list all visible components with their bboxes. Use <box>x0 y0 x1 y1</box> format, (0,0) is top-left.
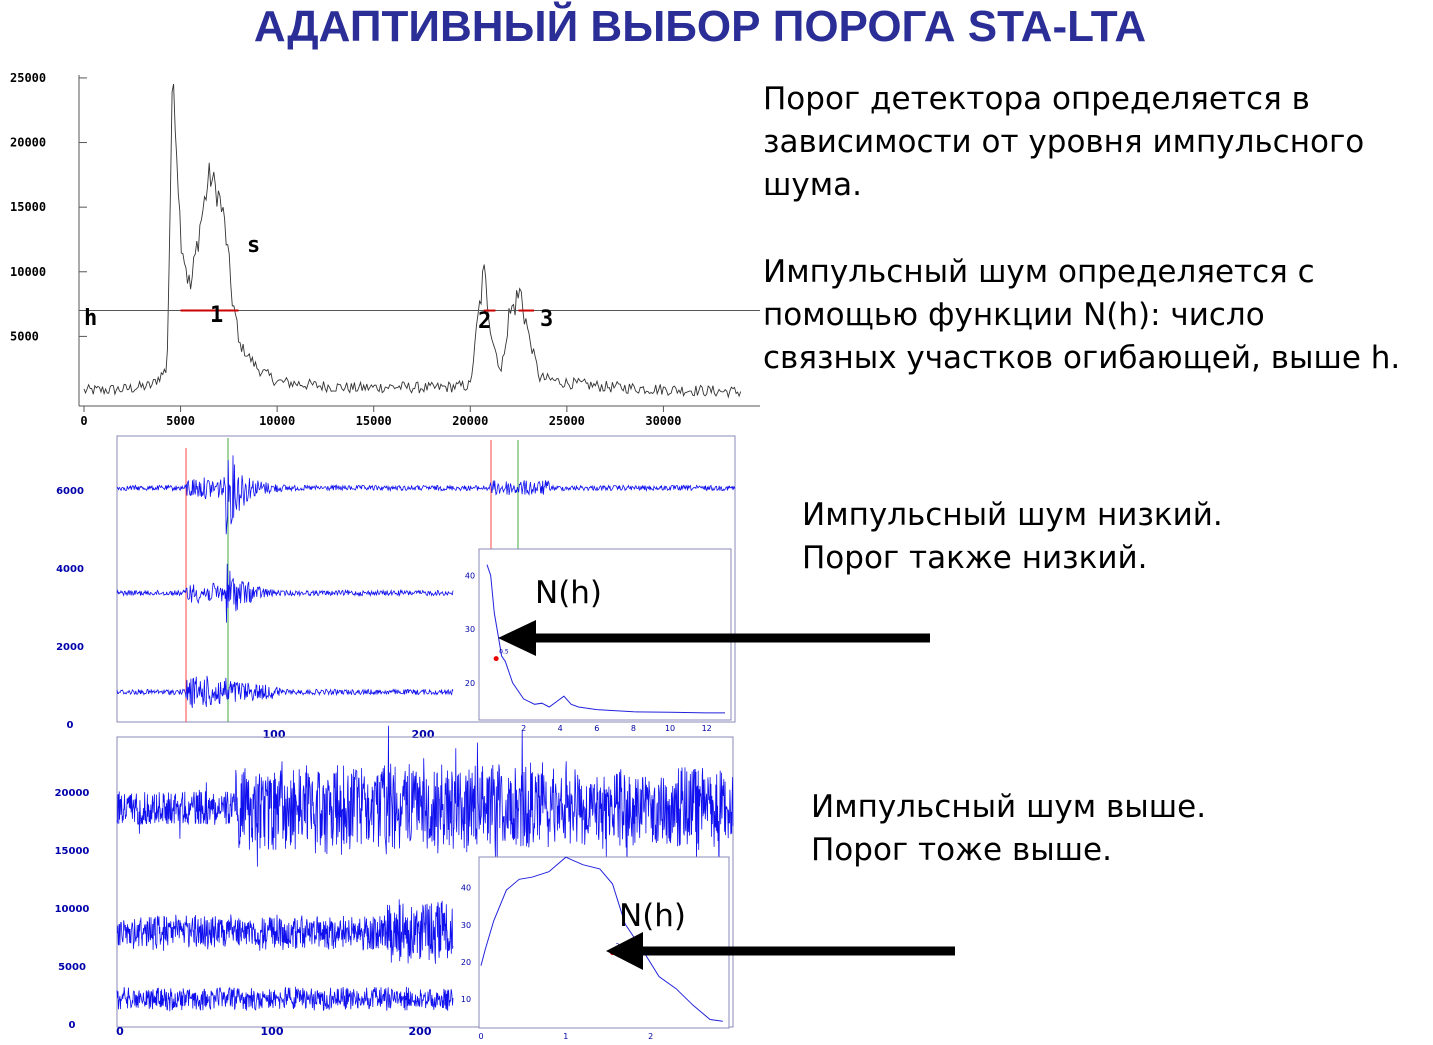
chart1-y-tick-label: 20000 <box>10 135 47 150</box>
panel2-x-tick-label: 100 <box>262 728 286 741</box>
panel2-x-tick-label: 200 <box>411 728 435 741</box>
panel2-inset-y-tick-label: 30 <box>464 625 476 635</box>
panel3-inset-y-tick-label: 40 <box>460 883 472 893</box>
panel2-inset-marker-label: 0.5 <box>499 648 509 656</box>
text-line: Порог тоже выше. <box>811 832 1112 868</box>
chart1-x-tick-label: 25000 <box>548 414 585 428</box>
chart1-x-tick-label: 0 <box>80 414 88 428</box>
panel2-inset-marker <box>494 656 499 661</box>
chart1-y-tick-label: 5000 <box>10 329 39 344</box>
panel2-trace-2 <box>117 564 453 623</box>
panel3-y-tick-label: 20000 <box>54 788 90 799</box>
panel2-inset-x-tick-label: 2 <box>521 724 527 733</box>
panel3-trace-1 <box>117 726 733 879</box>
panel2-y-tick-label: 4000 <box>56 564 84 575</box>
text-line: Импульсный шум низкий. <box>802 497 1223 533</box>
text-line: помощью функции N(h): число <box>763 297 1265 333</box>
panel3-x-tick-label: 200 <box>408 1025 432 1038</box>
text-line: Порог также низкий. <box>802 540 1148 576</box>
panel2-y-tick-label: 2000 <box>56 642 84 653</box>
panel2-trace-1 <box>117 455 735 534</box>
chart1-x-tick-label: 30000 <box>645 414 682 428</box>
panel2-inset-x-tick-label: 10 <box>664 724 676 733</box>
panel2-y-tick-label: 0 <box>66 720 74 731</box>
text-line: шума. <box>763 167 862 203</box>
chart1-envelope-line <box>84 84 741 397</box>
panel3-inset-x-tick-label: 1 <box>563 1032 569 1041</box>
panel3-inset-y-tick-label: 20 <box>460 957 472 967</box>
chart1-threshold-label: h <box>84 306 98 331</box>
panel3-y-tick-label: 10000 <box>54 904 90 915</box>
text-line: Порог детектора определяется в <box>763 81 1310 117</box>
panel2-inset-x-tick-label: 12 <box>701 724 712 733</box>
panel2-inset-y-tick-label: 20 <box>464 678 476 688</box>
chart1-s-label: s <box>247 233 261 258</box>
panel3-x-tick-label: 0 <box>116 1025 124 1038</box>
chart1-x-tick-label: 5000 <box>166 414 196 428</box>
panel2-inset-x-tick-label: 8 <box>630 724 637 733</box>
panel3-inset-x-tick-label: 0 <box>478 1032 484 1041</box>
text-line: связных участков огибающей, выше h. <box>763 340 1401 376</box>
panel3-y-tick-label: 0 <box>68 1020 76 1031</box>
panel2-inset-x-tick-label: 6 <box>594 724 600 733</box>
text-line: Импульсный шум определяется с <box>763 254 1315 290</box>
panel2-y-tick-label: 6000 <box>56 486 84 497</box>
panel3-trace-2 <box>117 899 453 963</box>
panel3-inset-frame <box>479 857 729 1028</box>
panel3-inset-y-tick-label: 30 <box>460 920 472 930</box>
panel2-inset-label: N(h) <box>535 575 603 611</box>
panel3-y-tick-label: 15000 <box>54 846 90 857</box>
text-line: зависимости от уровня импульсного <box>763 124 1365 160</box>
panel2-inset-y-tick-label: 40 <box>464 571 476 581</box>
panel2-trace-3 <box>117 676 453 708</box>
panel3-x-tick-label: 100 <box>260 1025 284 1038</box>
chart1-x-tick-label: 15000 <box>355 414 392 428</box>
chart1-x-tick-label: 20000 <box>452 414 489 428</box>
chart1-segment-label-2: 2 <box>478 309 492 334</box>
page-title: АДАПТИВНЫЙ ВЫБОР ПОРОГА STA-LTA <box>253 2 1147 51</box>
panel3-inset-y-tick-label: 10 <box>460 995 472 1005</box>
chart1-segment-label-1: 1 <box>210 303 224 328</box>
panel3-inset-x-tick-label: 2 <box>648 1032 654 1041</box>
chart1-segment-label-3: 3 <box>540 307 554 332</box>
chart1-x-tick-label: 10000 <box>259 414 296 428</box>
panel3-y-tick-label: 5000 <box>58 962 86 973</box>
panel2-inset-x-tick-label: 4 <box>557 724 563 733</box>
chart1-y-tick-label: 25000 <box>10 70 47 85</box>
chart1-y-tick-label: 15000 <box>10 200 47 215</box>
text-line: Импульсный шум выше. <box>811 789 1207 825</box>
chart1-y-tick-label: 10000 <box>10 264 47 279</box>
panel3-inset-label: N(h) <box>619 898 687 934</box>
panel3-trace-3 <box>117 987 453 1011</box>
